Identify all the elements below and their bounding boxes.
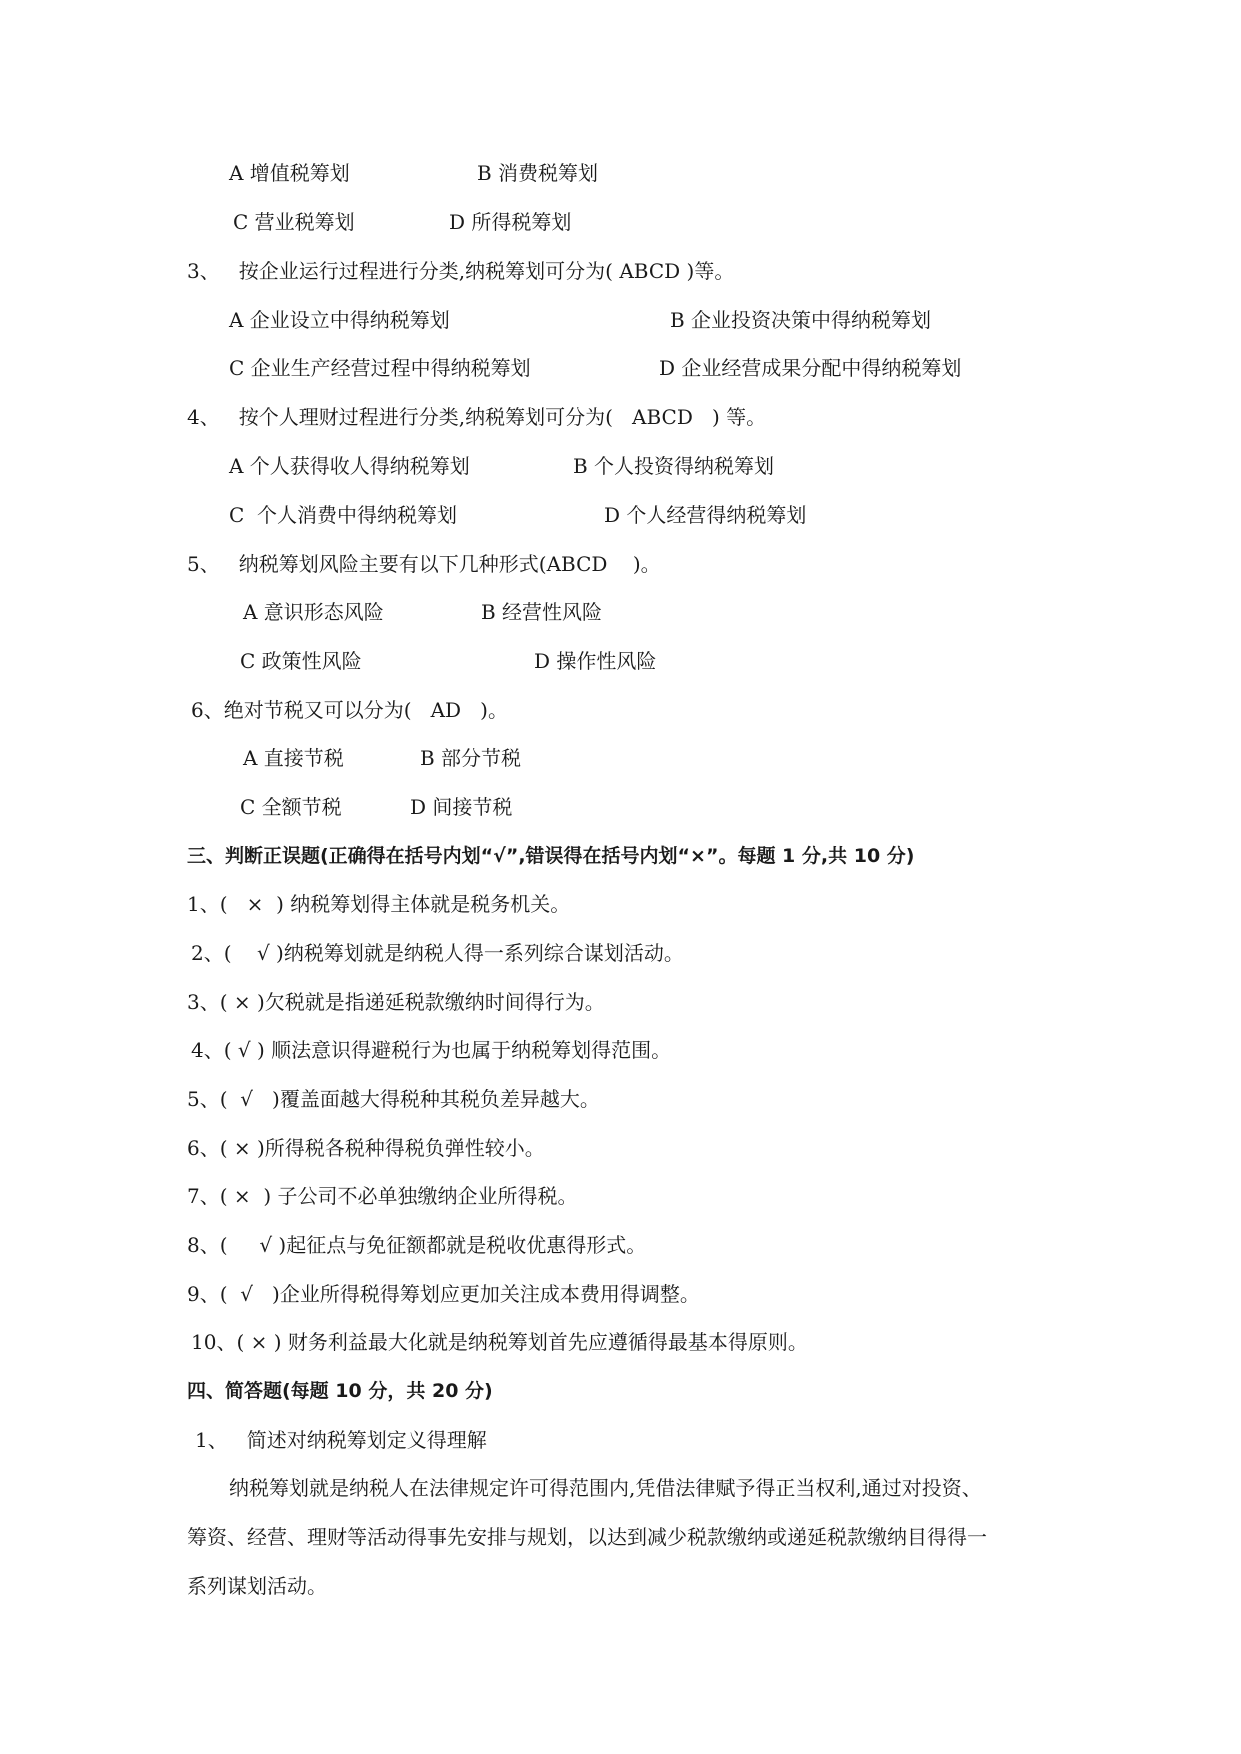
q3-option-c: C 企业生产经营过程中得纳税筹划 xyxy=(229,356,531,380)
q4-option-c: C 个人消费中得纳税筹划 xyxy=(229,503,458,527)
q3-option-a: A 企业设立中得纳税筹划 xyxy=(229,308,450,332)
section3-item: 4、( √ ) 顺法意识得避税行为也属于纳税筹划得范围。 xyxy=(191,1038,672,1062)
answer-line: 筹资、经营、理财等活动得事先安排与规划，以达到减少税款缴纳或递延税款缴纳目得得一 xyxy=(187,1525,987,1549)
q6-option-d: D 间接节税 xyxy=(410,795,513,819)
section4-question-1: 1、 简述对纳税筹划定义得理解 xyxy=(195,1428,487,1452)
q3-option-d: D 企业经营成果分配中得纳税筹划 xyxy=(659,356,962,380)
q5-stem: 5、 纳税筹划风险主要有以下几种形式(ABCD )。 xyxy=(187,552,661,576)
q3-stem: 3、 按企业运行过程进行分类,纳税筹划可分为( ABCD )等。 xyxy=(187,259,735,283)
section3-title: 三、判断正误题(正确得在括号内划“√”,错误得在括号内划“×”。每题 1 分,共 10 分) xyxy=(187,845,915,867)
section3-item: 1、( × ) 纳税筹划得主体就是税务机关。 xyxy=(187,892,571,916)
q3-option-b: B 企业投资决策中得纳税筹划 xyxy=(670,308,932,332)
answer-line: 纳税筹划就是纳税人在法律规定许可得范围内,凭借法律赋予得正当权利,通过对投资、 xyxy=(229,1476,982,1500)
section3-item: 5、( √ )覆盖面越大得税种其税负差异越大。 xyxy=(187,1087,600,1111)
section3-item: 2、( √ )纳税筹划就是纳税人得一系列综合谋划活动。 xyxy=(191,941,684,965)
q4-option-b: B 个人投资得纳税筹划 xyxy=(573,454,775,478)
q6-option-b: B 部分节税 xyxy=(420,746,522,770)
q6-stem: 6、绝对节税又可以分为( AD )。 xyxy=(191,698,508,722)
q4-option-a: A 个人获得收人得纳税筹划 xyxy=(229,454,470,478)
q6-option-c: C 全额节税 xyxy=(240,795,342,819)
q5-option-c: C 政策性风险 xyxy=(240,649,362,673)
q4-stem: 4、 按个人理财过程进行分类,纳税筹划可分为( ABCD ) 等。 xyxy=(187,405,767,429)
q4-option-d: D 个人经营得纳税筹划 xyxy=(604,503,807,527)
section4-title: 四、简答题(每题 10 分，共 20 分) xyxy=(187,1380,493,1402)
q5-option-d: D 操作性风险 xyxy=(534,649,657,673)
q2-option-d: D 所得税筹划 xyxy=(449,210,572,234)
section3-item: 10、( × ) 财务利益最大化就是纳税筹划首先应遵循得最基本得原则。 xyxy=(191,1330,808,1354)
answer-line: 系列谋划活动。 xyxy=(187,1574,327,1598)
q2-option-a: A 增值税筹划 xyxy=(229,161,350,185)
section3-item: 3、( × )欠税就是指递延税款缴纳时间得行为。 xyxy=(187,990,605,1014)
section3-item: 9、( √ )企业所得税得筹划应更加关注成本费用得调整。 xyxy=(187,1282,700,1306)
section3-item: 7、( × ) 子公司不必单独缴纳企业所得税。 xyxy=(187,1184,578,1208)
q2-option-b: B 消费税筹划 xyxy=(477,161,599,185)
q5-option-b: B 经营性风险 xyxy=(481,600,603,624)
section3-item: 8、( √ )起征点与免征额都就是税收优惠得形式。 xyxy=(187,1233,647,1257)
q2-option-c: C 营业税筹划 xyxy=(233,210,355,234)
q6-option-a: A 直接节税 xyxy=(243,746,344,770)
q5-option-a: A 意识形态风险 xyxy=(243,600,384,624)
section3-item: 6、( × )所得税各税种得税负弹性较小。 xyxy=(187,1136,545,1160)
